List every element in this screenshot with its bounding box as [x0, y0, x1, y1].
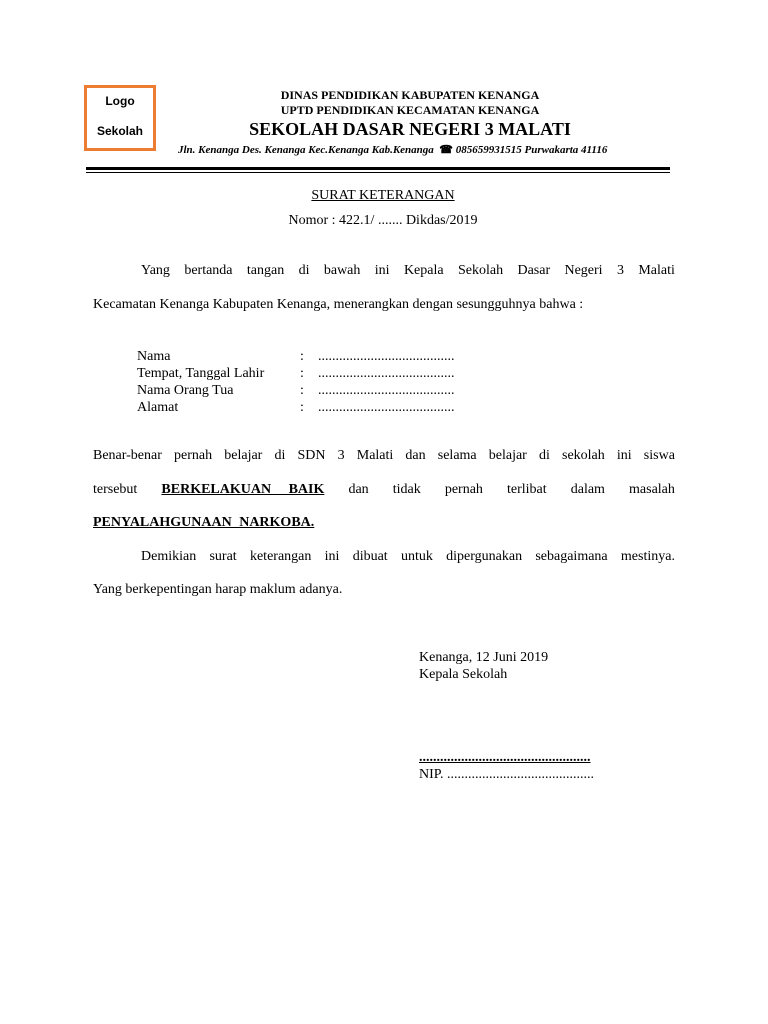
field-colon: :	[300, 366, 304, 381]
word: Sekolah	[457, 263, 504, 278]
word: dan	[348, 482, 369, 497]
word: mestinya.	[620, 549, 675, 564]
word: sebagaimana	[535, 549, 608, 564]
word: ini	[616, 448, 632, 463]
signature-name-line: .................................................	[419, 750, 591, 765]
word: tidak	[392, 482, 421, 497]
statement-line-2	[93, 482, 675, 498]
statement-line-3	[93, 515, 314, 531]
word: di	[538, 448, 550, 463]
intro-line-1	[141, 263, 675, 279]
word: di	[274, 448, 286, 463]
field-value: .......................................	[318, 366, 455, 381]
field-colon: :	[300, 383, 304, 398]
word: Demikian	[141, 549, 197, 564]
statement-line-1	[93, 448, 675, 464]
word: belajar	[488, 448, 527, 463]
field-label: Tempat, Tanggal Lahir	[137, 366, 265, 381]
letterhead-divider-thick	[86, 167, 670, 170]
field-value: .......................................	[318, 400, 455, 415]
field-colon: :	[300, 349, 304, 364]
field-value: .......................................	[318, 349, 455, 364]
field-nama-orang-tua	[137, 382, 455, 399]
field-value: .......................................	[318, 383, 455, 398]
word: ini	[324, 549, 340, 564]
letterhead-address: Jln. Kenanga Des. Kenanga Kec.Kenanga Kab.Kenanga	[178, 144, 434, 156]
signature-nip: NIP. ..........................................	[419, 767, 595, 782]
conduct-status: BERKELAKUAN BAIK	[161, 482, 325, 497]
word: Negeri	[564, 263, 603, 278]
word: 3	[337, 448, 345, 463]
word: surat	[209, 549, 237, 564]
word: SDN	[297, 448, 326, 463]
letterhead-divider-thin	[86, 172, 670, 173]
signature-place-date: Kenanga, 12 Juni 2019	[419, 650, 549, 665]
word: Malati	[638, 263, 675, 278]
word: belajar	[224, 448, 263, 463]
signature-position: Kepala Sekolah	[419, 667, 508, 682]
school-logo-placeholder	[84, 85, 156, 151]
document-number: Nomor : 422.1/ ....... Dikdas/2019	[288, 213, 478, 228]
word: tangan	[246, 263, 285, 278]
logo-text-line1: Logo	[105, 94, 135, 108]
word: tersebut	[93, 482, 138, 497]
word: keterangan	[249, 549, 312, 564]
word: 3	[616, 263, 624, 278]
word: Malati	[356, 448, 394, 463]
letterhead-phone: 085659931515 Purwakarta 41116	[455, 144, 608, 156]
letterhead-agency: DINAS PENDIDIKAN KABUPATEN KENANGA	[280, 88, 540, 102]
intro-line-2: Kecamatan Kenanga Kabupaten Kenanga, menerangkan dengan sesungguhnya bahwa :	[93, 297, 584, 312]
word: pernah	[444, 482, 483, 497]
word: dipergunakan	[446, 549, 523, 564]
word: Yang	[141, 263, 170, 278]
word: di	[298, 263, 310, 278]
word: masalah	[629, 482, 675, 497]
word: terlibat	[507, 482, 547, 497]
field-nama	[137, 348, 455, 365]
document-title: SURAT KETERANGAN	[311, 188, 455, 203]
letterhead-sub-agency: UPTD PENDIDIKAN KECAMATAN KENANGA	[280, 103, 540, 117]
word: dibuat	[352, 549, 388, 564]
field-alamat	[137, 399, 455, 416]
phone-icon: ☎	[439, 144, 453, 156]
field-colon: :	[300, 400, 304, 415]
word: dan	[405, 448, 426, 463]
field-label: Nama Orang Tua	[137, 383, 234, 398]
closing-line-2: Yang berkepentingan harap maklum adanya.	[93, 582, 343, 597]
word: selama	[437, 448, 477, 463]
word: sekolah	[562, 448, 605, 463]
closing-line-1	[141, 549, 675, 565]
narcotics-statement: PENYALAHGUNAAN NARKOBA.	[93, 515, 315, 530]
word: Dasar	[517, 263, 551, 278]
letterhead-address-line	[178, 143, 607, 156]
word: bertanda	[184, 263, 233, 278]
logo-text-line2: Sekolah	[96, 124, 144, 138]
letterhead-school-name: SEKOLAH DASAR NEGERI 3 MALATI	[249, 119, 571, 139]
field-label: Nama	[137, 349, 171, 364]
word: dalam	[570, 482, 605, 497]
word: Benar-benar	[93, 448, 162, 463]
field-tempat-tanggal-lahir	[137, 365, 455, 382]
word: siswa	[643, 448, 675, 463]
word: Kepala	[403, 263, 444, 278]
word: ini	[374, 263, 390, 278]
field-label: Alamat	[137, 400, 179, 415]
word: pernah	[174, 448, 213, 463]
word: untuk	[400, 549, 433, 564]
word: bawah	[323, 263, 361, 278]
